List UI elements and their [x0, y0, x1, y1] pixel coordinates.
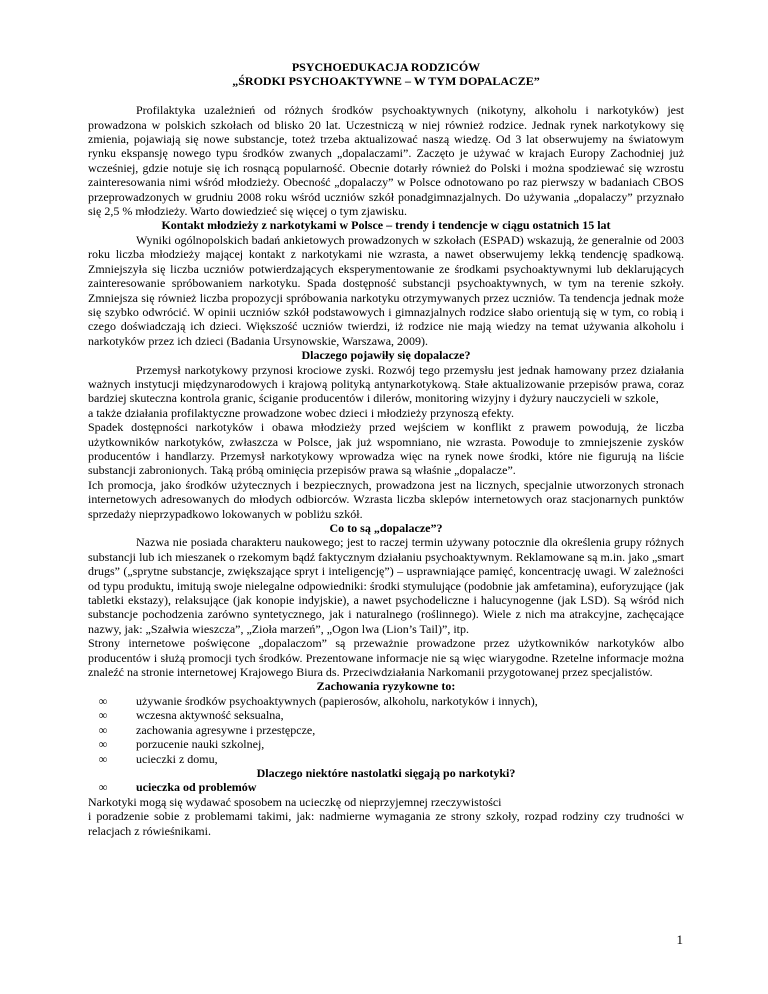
spacer [88, 89, 684, 103]
list-item: ∞ wczesna aktywność seksualna, [88, 708, 684, 722]
document-content [88, 60, 684, 838]
heading-trends: Kontakt młodzieży z narkotykami w Polsce – trendy i tendencje w ciągu ostatnich 15 lat [161, 218, 611, 233]
title-line-1: PSYCHOEDUKACJA RODZICÓW [291, 60, 481, 74]
list-item: ∞ używanie środków psychoaktywnych (papierosów, alkoholu, narkotyków i innych), [88, 694, 684, 708]
why-paragraph: Przemysł narkotykowy przynosi krociowe zyski. Rozwój tego przemysłu jest jednak hamowany przez działania ważnych instytucji międzynarodowych i krajową polityką antynarkotykową. Stałe aktualizowanie przepisów prawa, coraz bardziej skuteczna kontrola granic, ściganie producentów i dilerów, monitoring wizyjny i dyżury nauczycieli w szkole, [88, 362, 684, 406]
heading-why-dopalacze: Dlaczego pojawiły się dopalacze? [301, 348, 471, 363]
reason-paragraph-line-1: Narkotyki mogą się wydawać sposobem na ucieczkę od nieprzyjemnej rzeczywistości [88, 794, 502, 809]
reasons-list [88, 780, 684, 794]
infinity-bullet-icon: ∞ [98, 722, 108, 737]
infinity-bullet-icon: ∞ [98, 751, 108, 766]
list-item: ∞ zachowania agresywne i przestępcze, [88, 723, 684, 737]
infinity-bullet-icon: ∞ [98, 737, 108, 752]
heading-what-are-dopalacze: Co to są „dopalacze”? [329, 521, 443, 535]
intro-paragraph: Profilaktyka uzależnień od różnych środków psychoaktywnych (nikotyny, alkoholu i narkotyków) jest prowadzona w polskich szkołach od blisko 20 lat. Uczestniczą w niej również rodzice. Jednak rynek narkotykowy się zmienia, pojawiają się nowe substancje, toteż trzeba aktualizować naszą wiedzę. Od 3 lat obserwujemy na światowym rynku ekspansję nowego typu środków zwanych „dopalaczami”. Zaczęto je używać w krajach Europy Zachodniej już wcześniej, gdzie notuje się ich rosnącą popularność. Obecnie dotarły również do Polski i można spodziewać się wzrostu zainteresowania nimi wśród młodzieży. Obecność „dopalaczy” w Polsce odnotowano po raz pierwszy w badaniach CBOS przeprowadzonych w grudniu 2008 roku wśród uczniów szkół ponadgimnazjalnych. Do używania „dopalaczy” przyznało się 2,5 % młodzieży. Warto dowiedzieć się więcej o tym zjawisku. [88, 103, 684, 219]
infinity-bullet-icon: ∞ [98, 708, 108, 723]
list-item: ∞ porzucenie nauki szkolnej, [88, 737, 684, 751]
heading-risk-behaviours: Zachowania ryzykowne to: [316, 679, 456, 694]
infinity-bullet-icon: ∞ [98, 693, 108, 708]
title-line-2: „ŚRODKI PSYCHOAKTYWNE – W TYM DOPALACZE” [232, 74, 540, 89]
promotion-paragraph: Ich promocja, jako środków użytecznych i bezpiecznych, prowadzona jest na licznych, specjalnie utworzonych stronach internetowych adresowanych do młodych odbiorców. Wzrasta liczba sklepów internetowych oraz stacjonarnych punktów sprzedaży nieprzypadkowo lokowanych w pobliżu szkół. [88, 477, 684, 521]
infinity-bullet-icon: ∞ [98, 780, 108, 795]
trends-paragraph: Wyniki ogólnopolskich badań ankietowych prowadzonych w szkołach (ESPAD) wskazują, że generalnie od 2003 roku liczba młodzieży mającej kontakt z narkotykami nie wzrasta, a nawet obserwujemy lekką tendencję spadkową. Zmniejszyła się liczba uczniów potwierdzających eksperymentowanie ze środkami psychoaktywnymi lub deklarujących zainteresowanie spróbowaniem narkotyku. Spada dostępność substancji psychoaktywnych, w tym na terenie szkoły. Zmniejsza się również liczba propozycji spróbowania narkotyku otrzymywanych przez uczniów. Ta tendencja jednak może się szybko odwrócić. W opinii uczniów szkół podstawowych i gimnazjalnych rodzice słabo orientują się w tym, co robią i czego doświadczają ich dzieci. Większość uczniów twierdzi, iż rodzice nie mają wiedzy na temat używania alkoholu i narkotyków przez ich dzieci (Badania Ursynowskie, Warszawa, 2009). [88, 232, 684, 348]
availability-paragraph: Spadek dostępności narkotyków i obawa młodzieży przed wejściem w konflikt z prawem powodują, że liczba użytkowników narkotyków, zwłaszcza w Polsce, jak już wspomniano, nie wzrasta. Powoduje to zmniejszenie zysków producentów i handlarzy. Przemysł narkotykowy wprowadza więc na rynek nowe środki, które nie figurują na liście substancji zabronionych. Taką próbą ominięcia przepisów prawa są właśnie „dopalacze”. [88, 420, 684, 478]
why-paragraph-continued: a także działania profilaktyczne prowadzone wobec dzieci i młodzieży przynoszą efekty. [88, 405, 515, 420]
heading-why-teens: Dlaczego niektóre nastolatki sięgają po narkotyki? [256, 765, 516, 780]
risk-behaviour-list [88, 694, 684, 766]
reason-paragraph-line-2: i poradzenie sobie z problemami takimi, jak: nadmierne wymagania ze strony szkoły, rozpad rodziny czy trudności w relacjach z rówieśnikami. [88, 809, 684, 838]
websites-paragraph: Strony internetowe poświęcone „dopalaczom” są przeważnie prowadzone przez użytkowników narkotyków albo producentów i służą promocji tych środków. Prezentowane informacje nie są więc wiarygodne. Rzetelne informacje można znaleźć na stronie internetowej Krajowego Biura ds. Przeciwdziałania Narkomanii przygotowanej przez specjalistów. [88, 636, 684, 680]
list-item: ∞ ucieczki z domu, [88, 752, 684, 766]
definition-paragraph: Nazwa nie posiada charakteru naukowego; jest to raczej termin używany potocznie dla określenia grupy różnych substancji lub ich mieszanek o rzekomym bądź faktycznym działaniu psychoaktywnym. Reklamowane są m.in. jako „smart drugs” („sprytne substancje, zwiększające spryt i inteligencję”) – usprawniające pamięć, koncentrację uwagi. W zależności od typu produktu, imitują swoje nielegalne odpowiedniki: środki stymulujące (podobnie jak amfetamina), euforyzujące (jak tabletki ekstazy), relaksujące (jak konopie indyjskie), a nawet psychodeliczne i halucynogenne (jak LSD). Są wśród nich substancje pochodzenia zarówno syntetycznego, jak i naturalnego (roślinnego). Wiele z nich ma atrakcyjne, zachęcające nazwy, jak: „Szałwia wieszcza”, „Zioła marzeń”, „Ogon lwa (Lion’s Tail)”, itp. [88, 535, 684, 636]
page-number: 1 [676, 932, 683, 947]
list-item: ∞ ucieczka od problemów [88, 780, 684, 794]
